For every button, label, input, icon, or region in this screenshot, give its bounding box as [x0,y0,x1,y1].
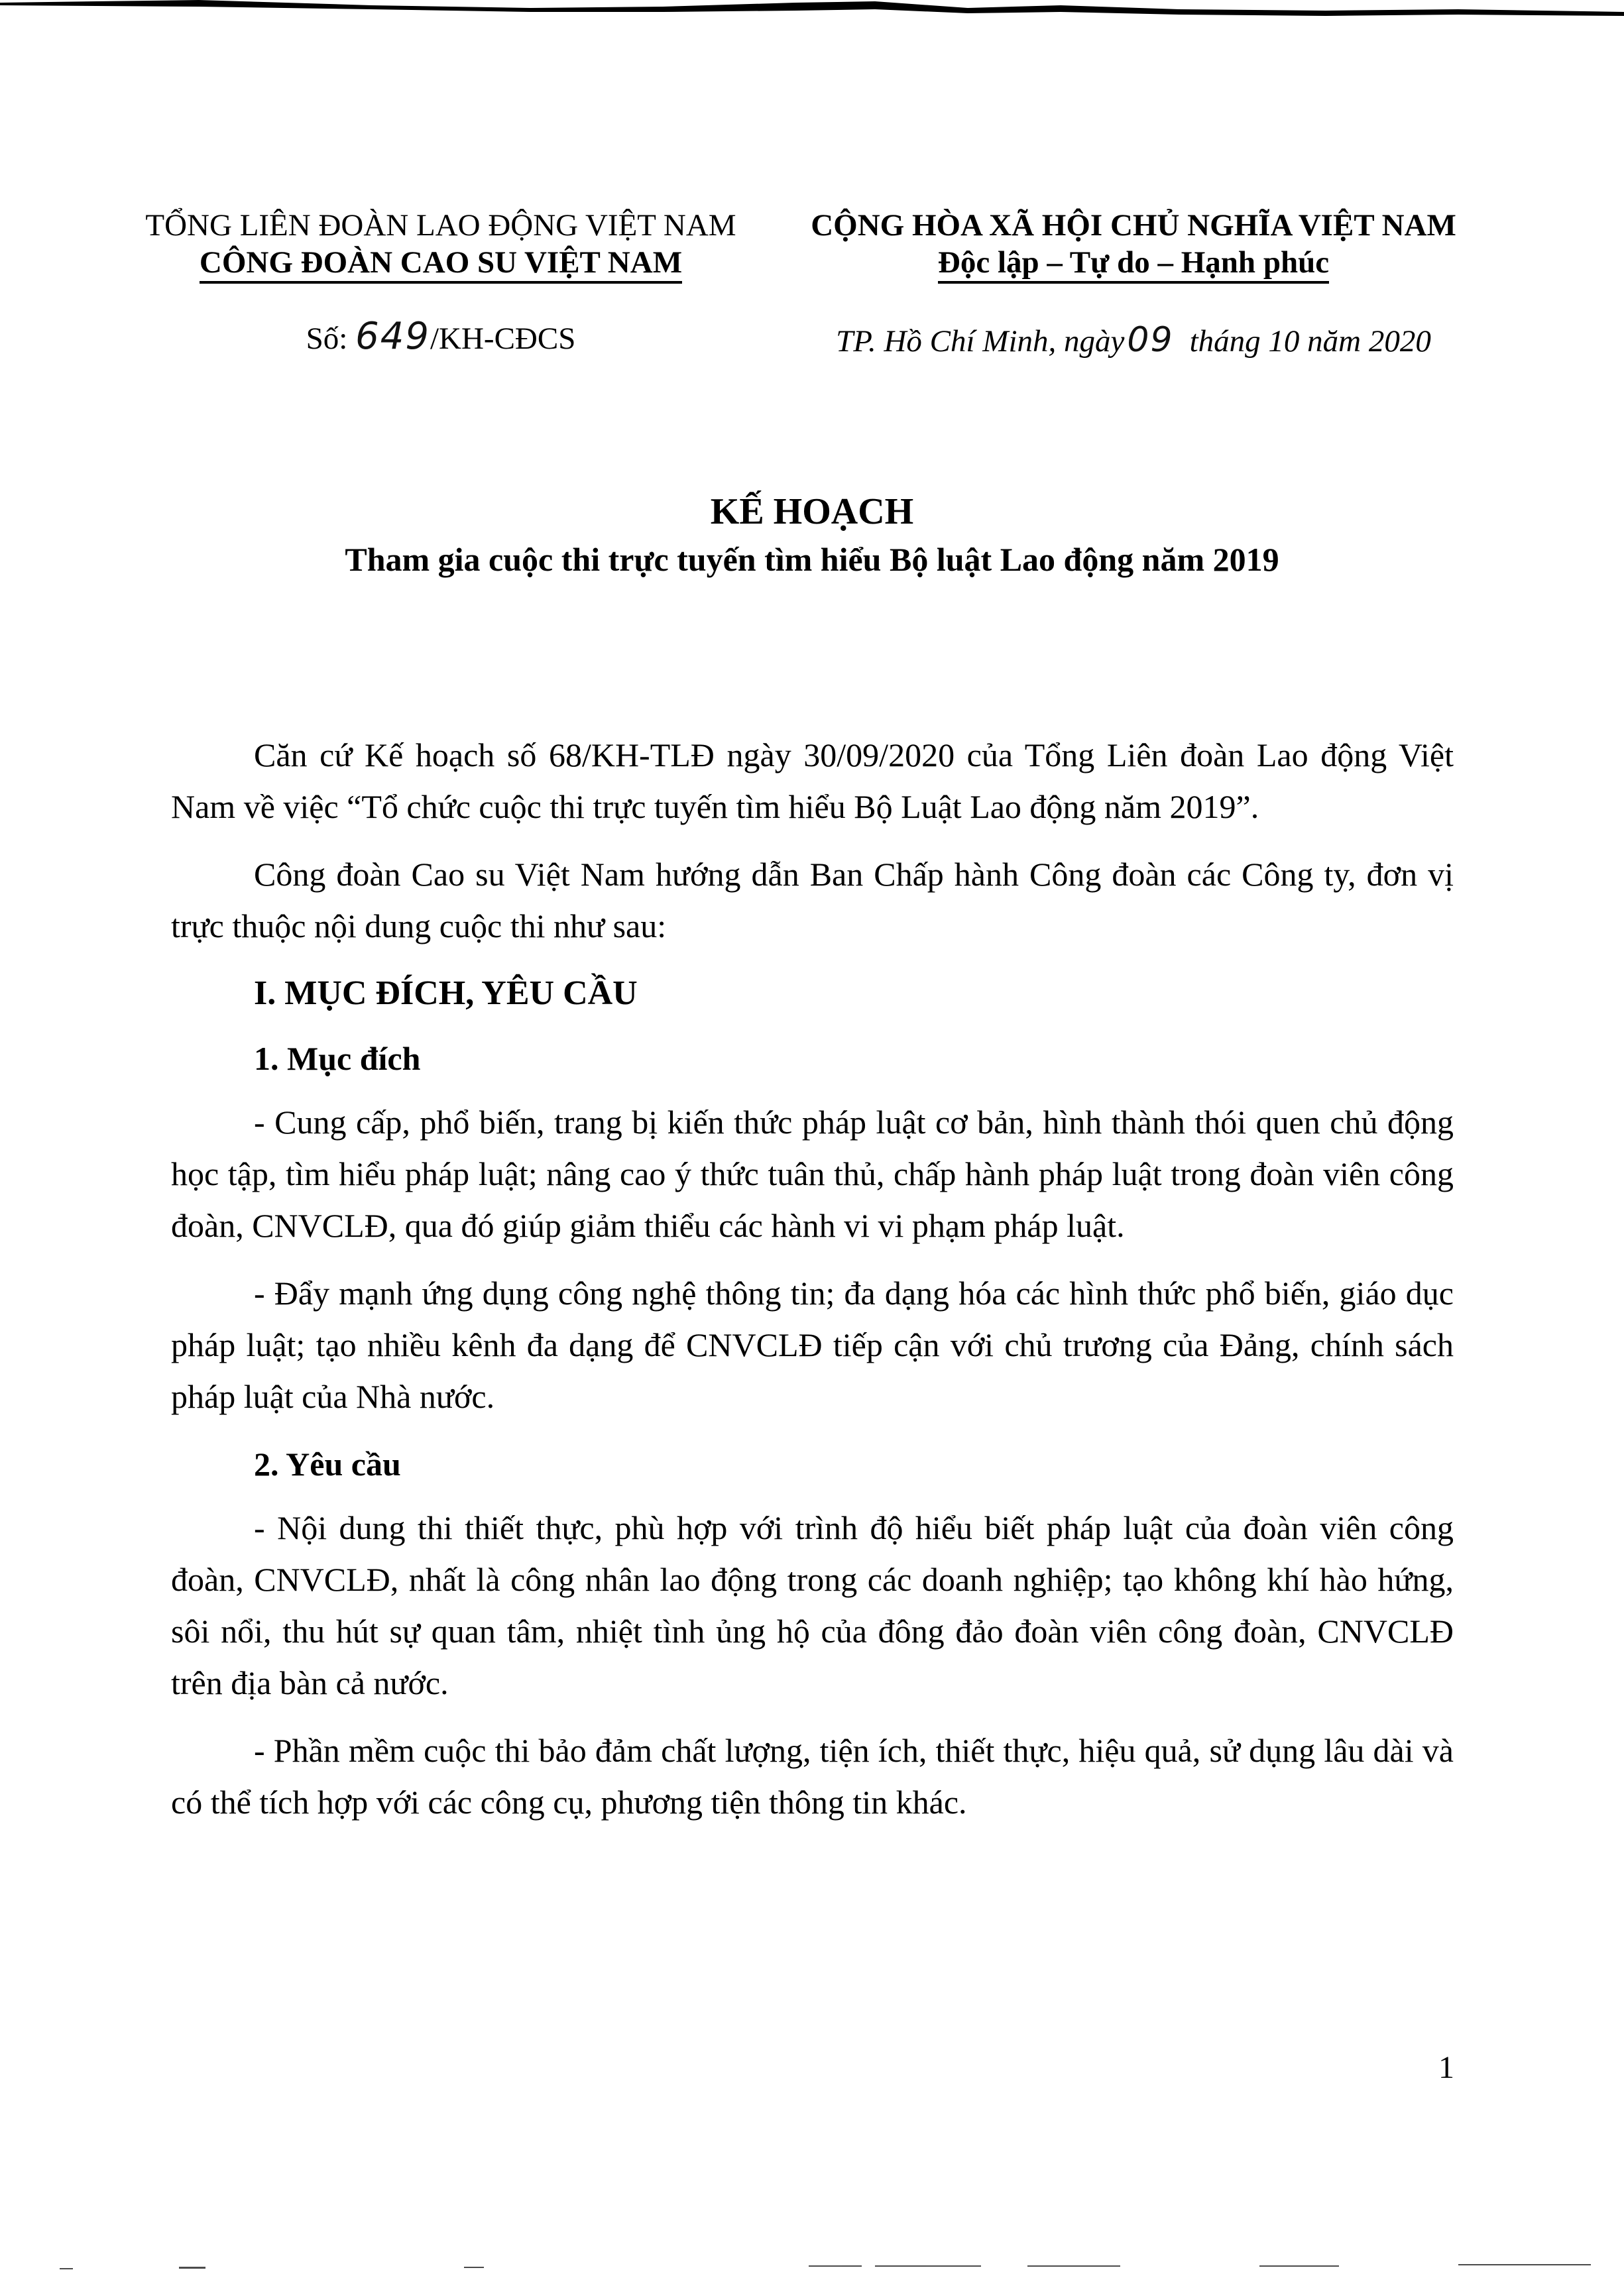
issuer-block [119,207,762,284]
paragraph-basis: Căn cứ Kế hoạch số 68/KH-TLĐ ngày 30/09/2020 của Tổng Liên đoàn Lao động Việt Nam về việc “Tổ chức cuộc thi trực tuyến tìm hiểu Bộ Luật Lao động năm 2019”. [171,736,1454,825]
date-prefix: TP. Hồ Chí Minh, ngày [836,324,1125,359]
scan-edge-artifact-bottom [0,2253,1624,2273]
document-number-prefix: Số: [306,321,356,356]
subsection-heading-purpose: 1. Mục đích [254,1040,421,1077]
document-date [776,320,1491,360]
requirement-item: - Nội dung thi thiết thực, phù hợp với trình độ hiểu biết pháp luật của đoàn viên công đoàn, CNVCLĐ, nhất là công nhân lao động trong các doanh nghiệp; tạo không khí hào hứng, sôi nổi, thu hút sự quan tâm, nhiệt tình ủng hộ của đông đảo đoàn viên công đoàn, CNVCLĐ trên địa bàn cả nước. [171,1509,1454,1701]
date-day-handwritten: 09 [1127,320,1174,360]
section-heading-purpose-requirements: I. MỤC ĐÍCH, YÊU CẦU [254,974,638,1012]
document-number-handwritten: 649 [355,315,430,358]
subsection-heading-requirements: 2. Yêu cầu [254,1446,401,1483]
date-suffix: tháng 10 năm 2020 [1189,324,1431,359]
parent-organization: TỔNG LIÊN ĐOÀN LAO ĐỘNG VIỆT NAM [145,208,736,243]
national-title: CỘNG HÒA XÃ HỘI CHỦ NGHĨA VIỆT NAM [811,208,1456,243]
document-title-block [0,487,1624,583]
document-body [171,729,1454,1844]
scan-edge-artifact-top [0,0,1624,20]
page-number: 1 [1438,2050,1454,2085]
purpose-item: - Cung cấp, phổ biến, trang bị kiến thức pháp luật cơ bản, hình thành thói quen chủ động học tập, tìm hiểu pháp luật; nâng cao ý thức tuân thủ, chấp hành pháp luật trong đoàn viên công đoàn, CNVCLĐ, qua đó giúp giảm thiểu các hành vi vi phạm pháp luật. [171,1104,1454,1244]
issuing-organization: CÔNG ĐOÀN CAO SU VIỆT NAM [200,245,682,284]
paragraph-intro: Công đoàn Cao su Việt Nam hướng dẫn Ban Chấp hành Công đoàn các Công ty, đơn vị trực thuộc nội dung cuộc thi như sau: [171,856,1454,944]
document-number [119,315,762,358]
national-motto: Độc lập – Tự do – Hạnh phúc [938,245,1329,284]
national-heading-block [776,207,1491,284]
document-number-suffix: /KH-CĐCS [430,321,576,356]
document-subject: Tham gia cuộc thi trực tuyến tìm hiểu Bộ luật Lao động năm 2019 [345,541,1279,578]
requirement-item: - Phần mềm cuộc thi bảo đảm chất lượng, tiện ích, thiết thực, hiệu quả, sử dụng lâu dài và có thể tích hợp với các công cụ, phương tiện thông tin khác. [171,1732,1454,1821]
purpose-item: - Đẩy mạnh ứng dụng công nghệ thông tin; đa dạng hóa các hình thức phổ biến, giáo dục pháp luật; tạo nhiều kênh đa dạng để CNVCLĐ tiếp cận với chủ trương của Đảng, chính sách pháp luật của Nhà nước. [171,1275,1454,1415]
document-type-title: KẾ HOẠCH [710,491,914,532]
